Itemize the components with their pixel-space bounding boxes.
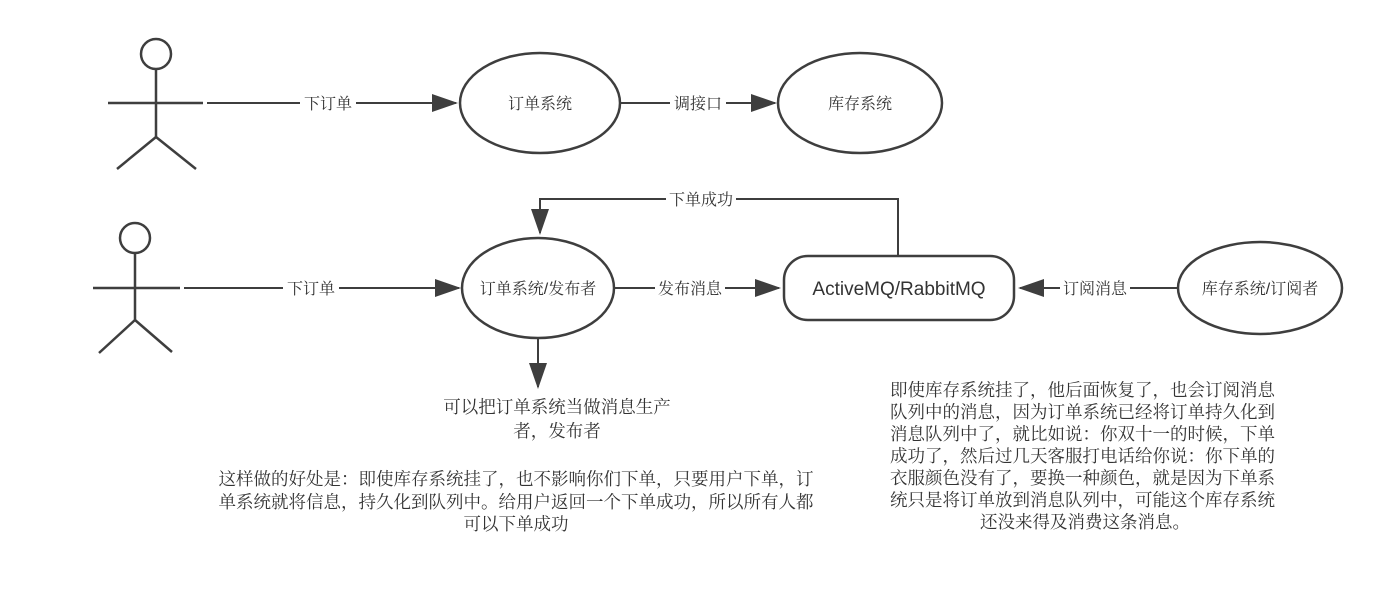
actor-leg-right	[156, 137, 196, 169]
actor-leg-left	[99, 320, 135, 353]
node-label-message-queue: ActiveMQ/RabbitMQ	[812, 279, 986, 300]
actor-bottom	[93, 223, 180, 353]
edge-label-subscribe-message: 订阅消息	[1062, 281, 1128, 298]
actor-leg-right	[135, 320, 172, 352]
note-benefit-line: 可以下单成功	[463, 514, 569, 534]
note-producer	[443, 397, 671, 441]
note-producer-line: 者，发布者	[513, 421, 601, 441]
note-subscriber-line: 衣服颜色没有了，要换一种颜色，就是因为下单系	[890, 468, 1275, 488]
note-benefit-line: 单系统就将信息，持久化到队列中。给用户返回一个下单成功，所以所有人都	[218, 492, 814, 512]
node-label-order-publisher: 订单系统/发布者	[479, 281, 597, 298]
note-producer-line: 可以把订单系统当做消息生产	[443, 397, 671, 417]
note-subscriber-line: 统只是将订单放到消息队列中，可能这个库存系统	[890, 490, 1275, 510]
note-subscriber-line: 还没来得及消费这条消息。	[980, 512, 1190, 532]
node-label-order-system: 订单系统	[507, 96, 573, 113]
note-benefit-line: 这样做的好处是：即使库存系统挂了，也不影响你们下单，只要用户下单，订	[218, 469, 814, 489]
edge-label-place-order-direct: 下订单	[303, 96, 353, 113]
actor-head	[120, 223, 150, 253]
edge-label-call-api: 调接口	[673, 96, 723, 113]
note-subscriber-line: 成功了，然后过几天客服打电话给你说：你下单的	[890, 446, 1275, 466]
edge-label-publish-message: 发布消息	[657, 281, 723, 298]
edge-label-place-order-mq: 下订单	[286, 281, 336, 298]
actor-head	[141, 39, 171, 69]
actor-top	[108, 39, 203, 169]
note-subscriber-line: 队列中的消息，因为订单系统已经将订单持久化到	[890, 402, 1275, 422]
edge-label-order-success: 下单成功	[668, 192, 734, 209]
node-label-inventory-subscriber: 库存系统/订阅者	[1201, 281, 1319, 298]
node-label-inventory-system: 库存系统	[827, 96, 893, 113]
note-benefit	[219, 469, 814, 534]
note-subscriber-line: 消息队列中了，就比如说：你双十一的时候，下单	[890, 424, 1275, 444]
note-subscriber	[890, 380, 1275, 532]
actor-leg-left	[117, 137, 156, 169]
note-subscriber-line: 即使库存系统挂了，他后面恢复了，也会订阅消息	[890, 380, 1275, 400]
